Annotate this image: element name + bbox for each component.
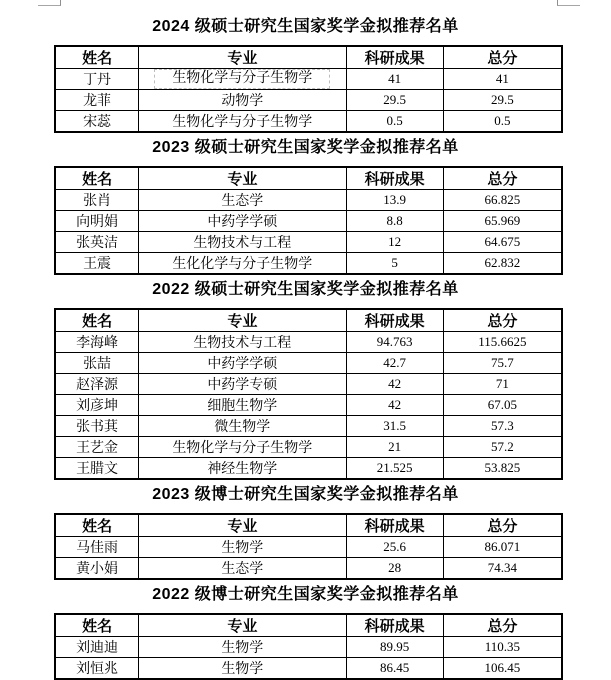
major-cell: 神经生物学 [139, 458, 346, 480]
major-cell: 生化化学与分子生物学 [139, 253, 346, 275]
column-header: 姓名 [55, 46, 139, 69]
scholarship-table [54, 613, 563, 680]
name-cell: 张英洁 [55, 232, 139, 253]
table-row [55, 332, 562, 353]
major-cell: 生物学 [139, 637, 346, 658]
column-header: 专业 [139, 46, 346, 69]
major-cell: 生物技术与工程 [139, 332, 346, 353]
name-cell: 张喆 [55, 353, 139, 374]
name-cell: 龙菲 [55, 90, 139, 111]
table-row [55, 395, 562, 416]
total-score-cell: 62.832 [443, 253, 562, 275]
column-header: 总分 [443, 46, 562, 69]
total-score-cell: 29.5 [443, 90, 562, 111]
name-cell: 张书萁 [55, 416, 139, 437]
research-score-cell: 5 [346, 253, 443, 275]
total-score-cell: 75.7 [443, 353, 562, 374]
table-row [55, 558, 562, 580]
table-row [55, 211, 562, 232]
table-row [55, 69, 562, 90]
column-header: 专业 [139, 167, 346, 190]
major-cell: 动物学 [139, 90, 346, 111]
research-score-cell: 12 [346, 232, 443, 253]
table-header-row [55, 614, 562, 637]
column-header: 姓名 [55, 309, 139, 332]
total-score-cell: 64.675 [443, 232, 562, 253]
column-header: 科研成果 [346, 614, 443, 637]
research-score-cell: 42 [346, 395, 443, 416]
column-header: 总分 [443, 167, 562, 190]
total-score-cell: 0.5 [443, 111, 562, 133]
name-cell: 丁丹 [55, 69, 139, 90]
form-field-highlight-box: 生物化学与分子生物学 [154, 69, 330, 89]
column-header: 科研成果 [346, 167, 443, 190]
major-cell: 细胞生物学 [139, 395, 346, 416]
research-score-cell: 86.45 [346, 658, 443, 680]
total-score-cell: 65.969 [443, 211, 562, 232]
total-score-cell: 115.6625 [443, 332, 562, 353]
total-score-cell: 57.2 [443, 437, 562, 458]
name-cell: 马佳雨 [55, 537, 139, 558]
table-row [55, 111, 562, 133]
section-title: 2024 级硕士研究生国家奖学金拟推荐名单 [152, 18, 459, 35]
table-header-row [55, 46, 562, 69]
major-cell: 生态学 [139, 558, 346, 580]
major-cell: 生物学 [139, 658, 346, 680]
name-cell: 向明娟 [55, 211, 139, 232]
research-score-cell: 21.525 [346, 458, 443, 480]
table-row [55, 458, 562, 480]
research-score-cell: 89.95 [346, 637, 443, 658]
column-header: 总分 [443, 614, 562, 637]
column-header: 姓名 [55, 614, 139, 637]
research-score-cell: 41 [346, 69, 443, 90]
column-header: 科研成果 [346, 514, 443, 537]
total-score-cell: 74.34 [443, 558, 562, 580]
page-margin-crop-mark-top-left [38, 0, 61, 6]
scholarship-table [54, 166, 563, 275]
name-cell: 刘迪迪 [55, 637, 139, 658]
column-header: 总分 [443, 514, 562, 537]
name-cell: 张肖 [55, 190, 139, 211]
column-header: 专业 [139, 309, 346, 332]
research-score-cell: 42.7 [346, 353, 443, 374]
table-row [55, 637, 562, 658]
name-cell: 王艺金 [55, 437, 139, 458]
research-score-cell: 0.5 [346, 111, 443, 133]
table-row [55, 232, 562, 253]
major-cell: 中药学学硕 [139, 353, 346, 374]
column-header: 姓名 [55, 167, 139, 190]
name-cell: 王震 [55, 253, 139, 275]
table-row [55, 537, 562, 558]
major-cell: 生态学 [139, 190, 346, 211]
total-score-cell: 67.05 [443, 395, 562, 416]
research-score-cell: 21 [346, 437, 443, 458]
major-cell: 生物化学与分子生物学 [139, 437, 346, 458]
table-header-row [55, 514, 562, 537]
research-score-cell: 8.8 [346, 211, 443, 232]
major-cell [139, 69, 346, 90]
name-cell: 刘恒兆 [55, 658, 139, 680]
scholarship-section [0, 486, 611, 580]
total-score-cell: 53.825 [443, 458, 562, 480]
page-margin-crop-mark-top-right [557, 0, 580, 6]
table-row [55, 190, 562, 211]
scholarship-section [0, 18, 611, 133]
scholarship-table [54, 45, 563, 133]
section-title: 2023 级博士研究生国家奖学金拟推荐名单 [152, 486, 459, 503]
research-score-cell: 42 [346, 374, 443, 395]
major-cell: 生物化学与分子生物学 [139, 111, 346, 133]
major-cell: 生物技术与工程 [139, 232, 346, 253]
total-score-cell: 57.3 [443, 416, 562, 437]
research-score-cell: 29.5 [346, 90, 443, 111]
scholarship-table [54, 513, 563, 580]
column-header: 总分 [443, 309, 562, 332]
section-title: 2022 级博士研究生国家奖学金拟推荐名单 [152, 586, 459, 603]
total-score-cell: 106.45 [443, 658, 562, 680]
name-cell: 王腊文 [55, 458, 139, 480]
column-header: 科研成果 [346, 309, 443, 332]
table-header-row [55, 167, 562, 190]
research-score-cell: 28 [346, 558, 443, 580]
scholarship-section [0, 281, 611, 480]
major-cell: 中药学学硕 [139, 211, 346, 232]
column-header: 专业 [139, 514, 346, 537]
name-cell: 宋蕊 [55, 111, 139, 133]
table-row [55, 437, 562, 458]
table-row [55, 416, 562, 437]
major-cell: 生物学 [139, 537, 346, 558]
table-row [55, 658, 562, 680]
total-score-cell: 110.35 [443, 637, 562, 658]
major-cell: 微生物学 [139, 416, 346, 437]
table-row [55, 374, 562, 395]
name-cell: 李海峰 [55, 332, 139, 353]
table-row [55, 253, 562, 275]
research-score-cell: 13.9 [346, 190, 443, 211]
table-row [55, 353, 562, 374]
column-header: 科研成果 [346, 46, 443, 69]
scholarship-section [0, 586, 611, 680]
section-title: 2023 级硕士研究生国家奖学金拟推荐名单 [152, 139, 459, 156]
research-score-cell: 94.763 [346, 332, 443, 353]
name-cell: 刘彦坤 [55, 395, 139, 416]
total-score-cell: 71 [443, 374, 562, 395]
research-score-cell: 31.5 [346, 416, 443, 437]
major-cell: 中药学专硕 [139, 374, 346, 395]
name-cell: 赵泽源 [55, 374, 139, 395]
scholarship-table [54, 308, 563, 480]
total-score-cell: 66.825 [443, 190, 562, 211]
research-score-cell: 25.6 [346, 537, 443, 558]
section-title: 2022 级硕士研究生国家奖学金拟推荐名单 [152, 281, 459, 298]
total-score-cell: 41 [443, 69, 562, 90]
column-header: 姓名 [55, 514, 139, 537]
column-header: 专业 [139, 614, 346, 637]
table-header-row [55, 309, 562, 332]
total-score-cell: 86.071 [443, 537, 562, 558]
scholarship-section [0, 139, 611, 275]
table-row [55, 90, 562, 111]
name-cell: 黄小娟 [55, 558, 139, 580]
